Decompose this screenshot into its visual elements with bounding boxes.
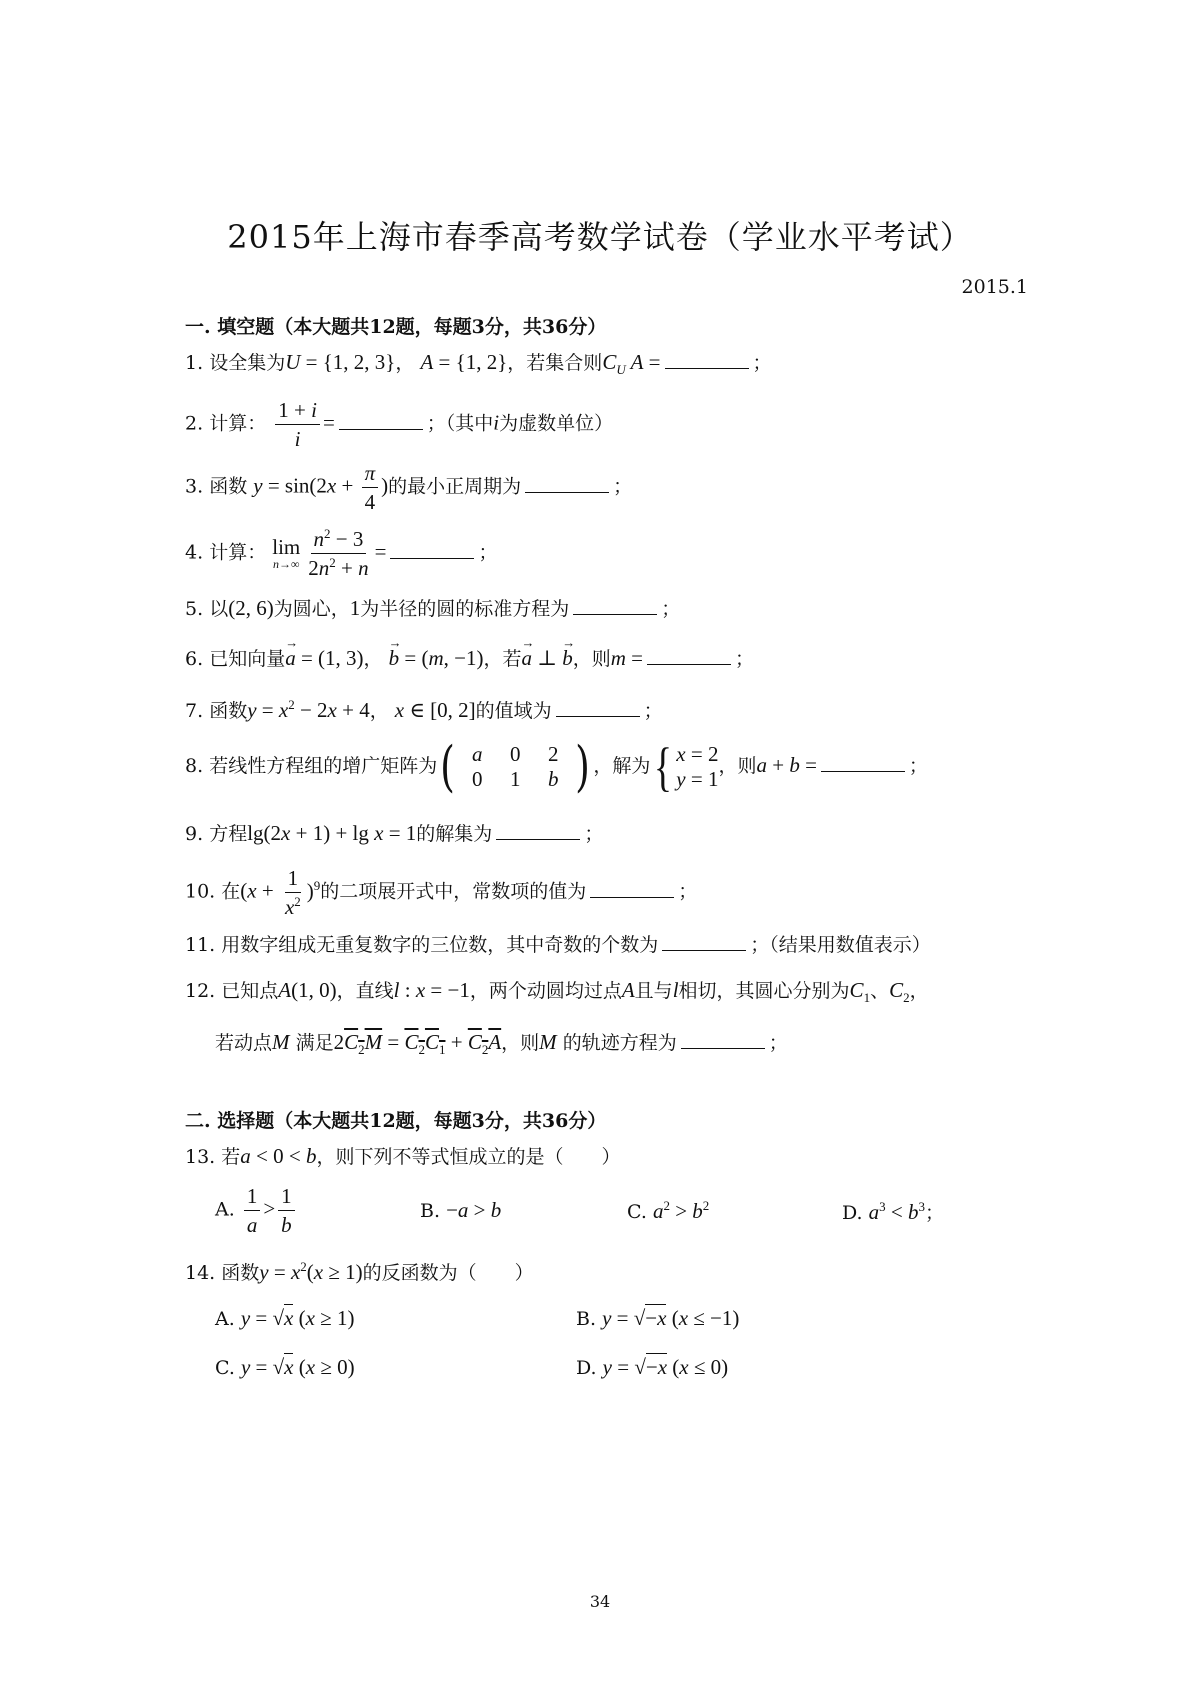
page-title: 2015年上海市春季高考数学试卷（学业水平考试） <box>227 218 973 256</box>
question-9: 9. 方程lg(2x + 1) + lg x = 1的解集为 ； <box>185 821 604 845</box>
question-4: 4. 计算： lim n→∞ $\frac{n^2 - 3}{2n^2 + n}$ = ； <box>185 526 498 581</box>
question-8: 8. 若线性方程组的增广矩阵为 ( a 0 2 0 1 b ) ，解为 { x = 2 y = 1 ，则a + b = ； <box>185 735 928 798</box>
question-7: 7. 函数$y = x^2 - 2x + 4$， x ∈ [0, 2]的值域为 ； <box>185 697 663 722</box>
option-13-a[interactable]: A. $\frac{1}{a}$ > $\frac{1}{b}$ <box>215 1184 298 1237</box>
answer-blank[interactable] <box>665 354 749 369</box>
question-12-line2: 若动点M 满足$2C_2M = C_2C_1 + C_2A$，则M 的轨迹方程为 ； <box>215 1030 788 1058</box>
question-3: 3. 函数 y = sin(2x + $\frac{\pi}{4}$ )的最小正周期为 ； <box>185 461 633 515</box>
question-10: 10. 在(x + $\frac{1}{x^2}$ )$^9$的二项展开式中，常数项的值为 ； <box>185 866 698 920</box>
question-11: 11. 用数字组成无重复数字的三位数，其中奇数的个数为 ；（结果用数值表示） <box>185 934 931 956</box>
question-13: 13. 若a < 0 < b，则下列不等式恒成立的是（ ） <box>185 1144 621 1168</box>
question-14: 14. 函数$y = x^2(x \ge 1)$的反函数为（ ） <box>185 1259 534 1284</box>
question-2: 2. 计算： $\frac{1 + i}{i}$ = ；（其中i为虚数单位） <box>185 398 614 452</box>
section-fill-in-header: 一. 填空题（本大题共12题，每题3分，共36分） <box>185 316 607 338</box>
option-14-a[interactable]: A. y = √x (x ≥ 1) <box>215 1306 355 1330</box>
answer-blank[interactable] <box>821 757 905 772</box>
option-13-b[interactable]: B. −a > b <box>420 1198 502 1222</box>
answer-blank[interactable] <box>390 544 474 559</box>
option-14-d[interactable]: D. y = √−x (x ≤ 0) <box>576 1355 729 1379</box>
answer-blank[interactable] <box>590 883 674 898</box>
option-13-d[interactable]: D. $a^3 < b^3$； <box>842 1199 945 1224</box>
answer-blank[interactable] <box>662 936 746 951</box>
option-14-b[interactable]: B. y = √−x (x ≤ −1) <box>576 1306 740 1330</box>
section-choice-header: 二. 选择题（本大题共12题，每题3分，共36分） <box>185 1110 607 1132</box>
answer-blank[interactable] <box>573 600 657 615</box>
answer-blank[interactable] <box>647 650 731 665</box>
answer-blank[interactable] <box>556 702 640 717</box>
augmented-matrix: ( a 0 2 0 1 b ) <box>440 735 591 798</box>
page-number: 34 <box>589 1592 611 1611</box>
question-1: 1. 设全集为U = {1, 2, 3}， A = {1, 2}，若集合则$C_U$ A = ； <box>185 350 772 378</box>
option-13-c[interactable]: C. $a^2 > b^2$ <box>627 1198 710 1223</box>
solution-system: { x = 2 y = 1 <box>654 737 719 797</box>
answer-blank[interactable] <box>681 1034 765 1049</box>
answer-blank[interactable] <box>339 415 423 430</box>
answer-blank[interactable] <box>496 825 580 840</box>
question-6: 6. 已知向量→ a = (1, 3)， → b = (m, −1)，若→ a ⊥ → b，则m = ； <box>185 648 754 669</box>
answer-blank[interactable] <box>525 478 609 493</box>
question-12: 12. 已知点A(1, 0)，直线l : x = −1，两个动圆均过点A且与l相切，其圆心分别为$C_1$、$C_2$， <box>185 978 929 1006</box>
question-5: 5. 以(2, 6)为圆心，1为半径的圆的标准方程为 ； <box>185 596 681 620</box>
exam-date: 2015.1 <box>961 276 1028 298</box>
option-14-c[interactable]: C. y = √x (x ≥ 0) <box>215 1355 355 1379</box>
